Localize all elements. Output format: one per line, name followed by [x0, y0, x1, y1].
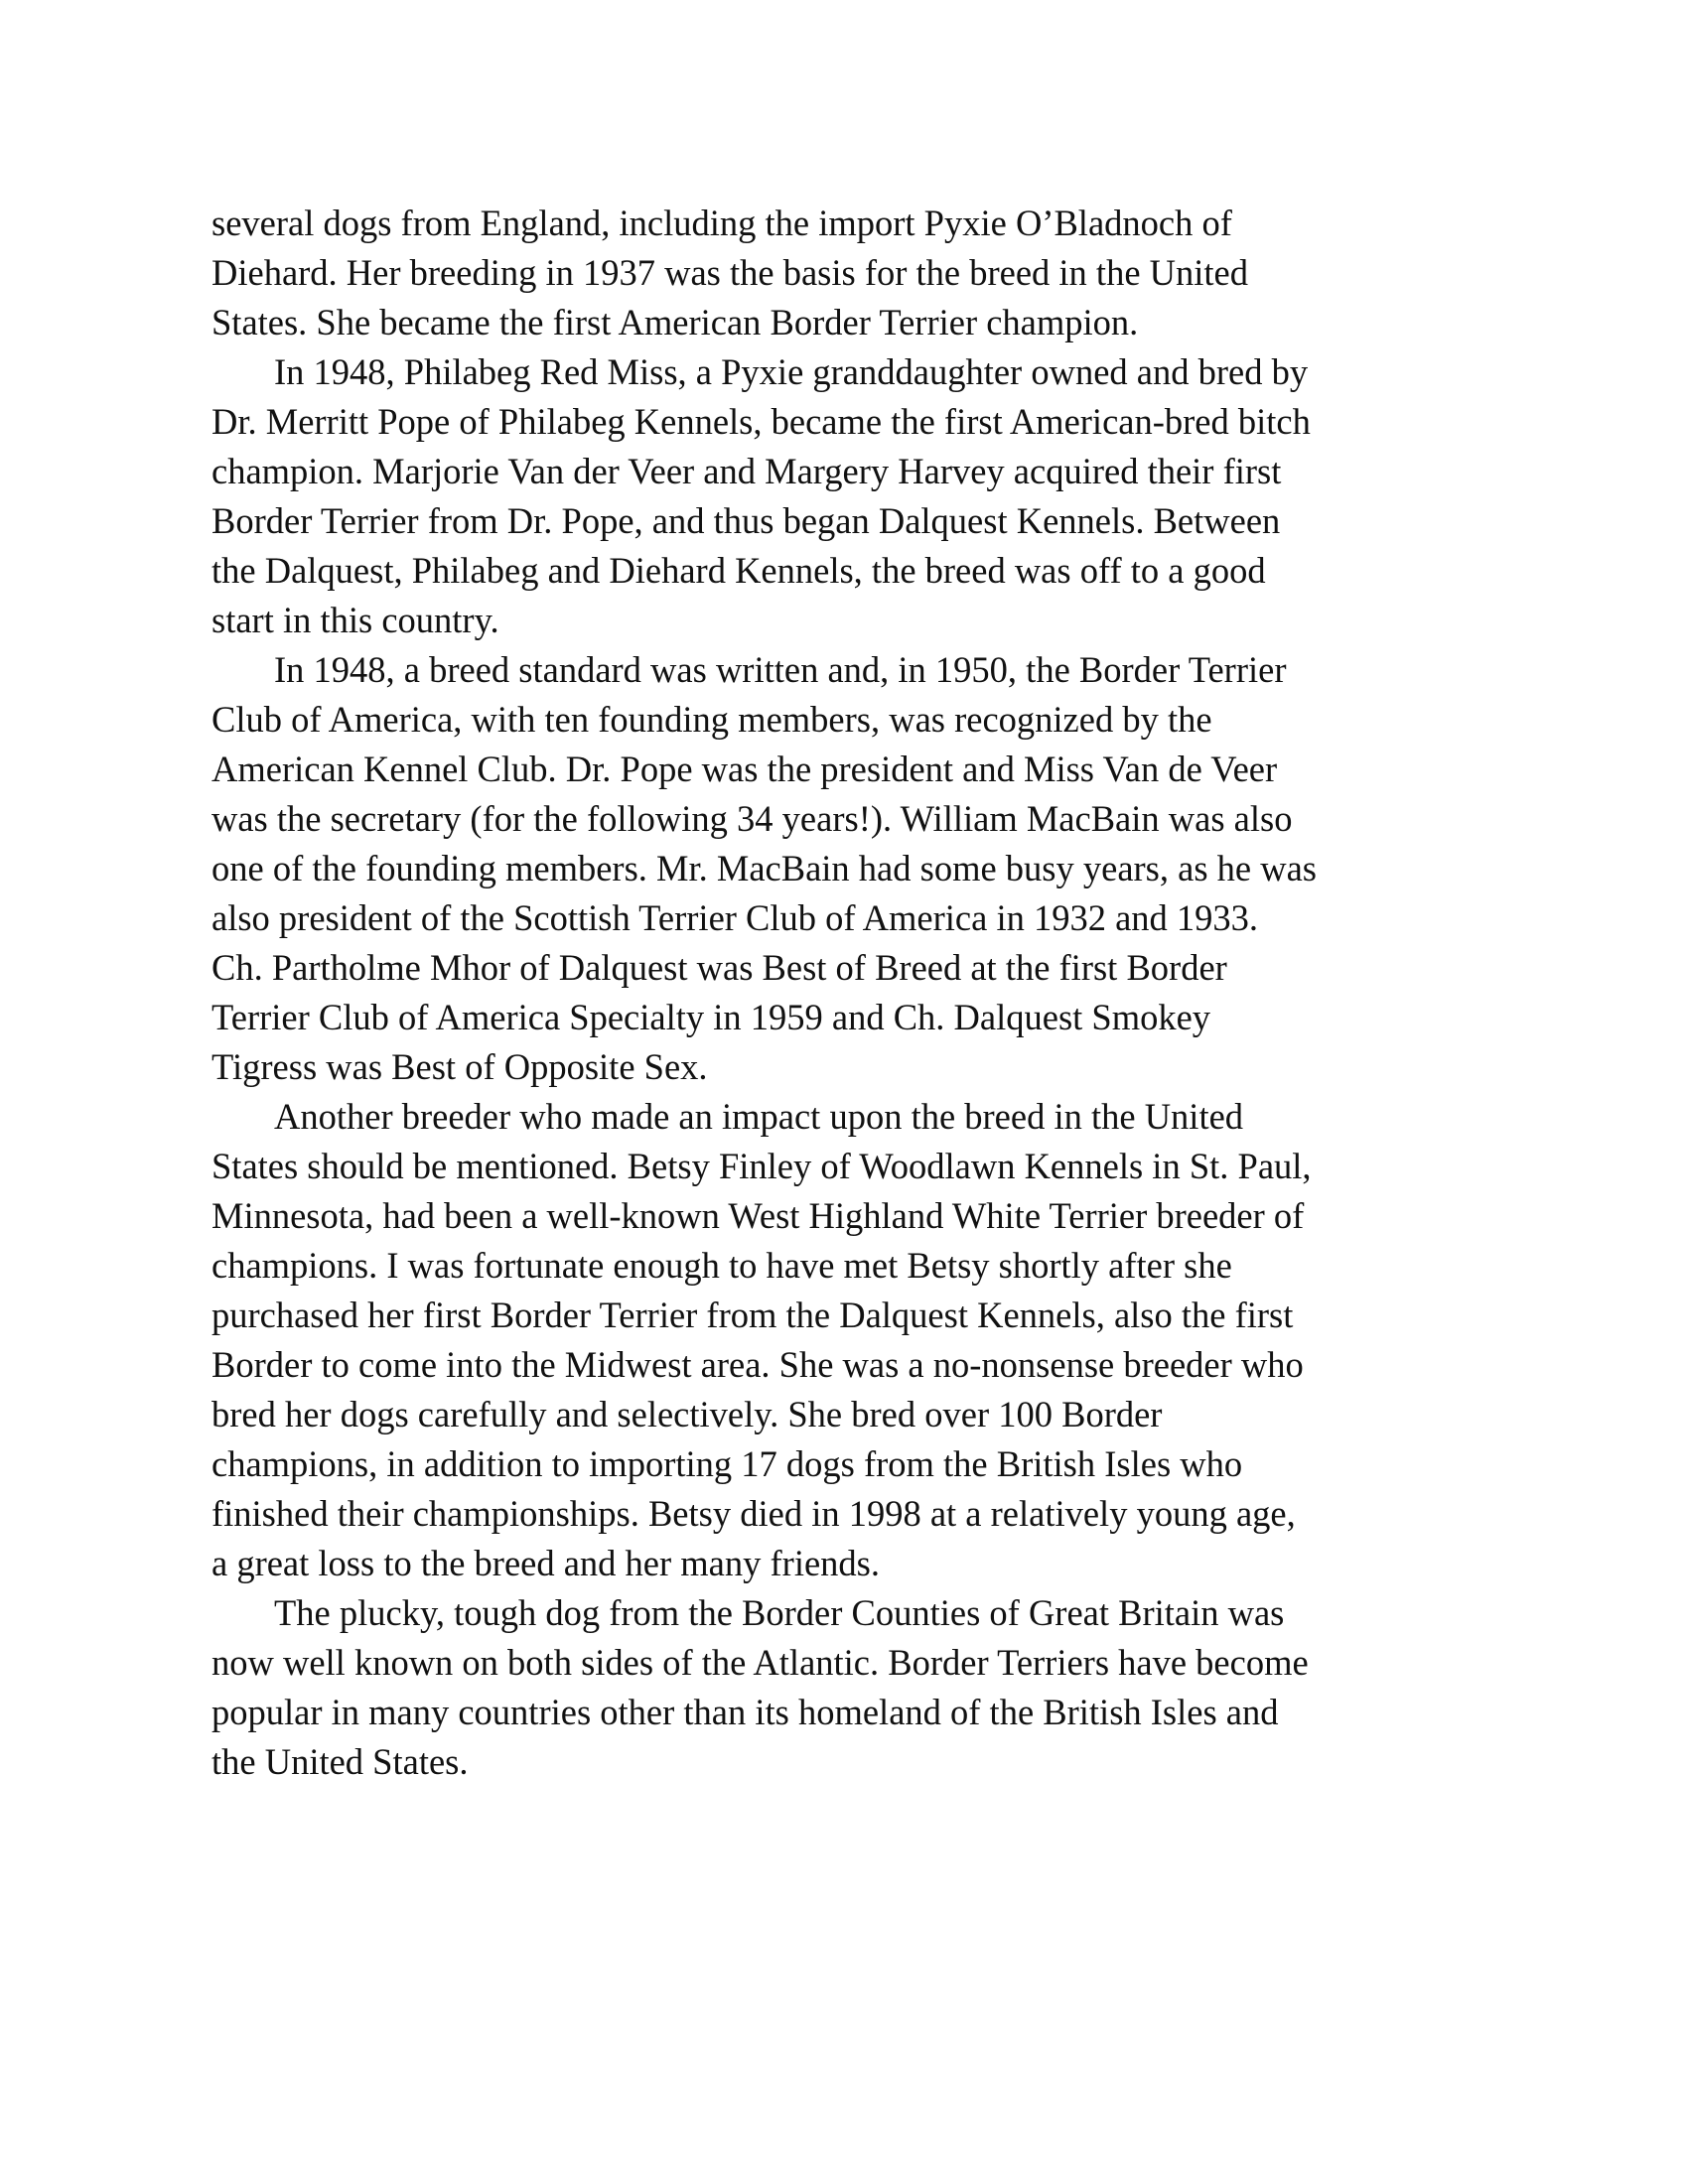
paragraph-breed-standard-club: In 1948, a breed standard was written and, in 1950, the Border Terrier Club of America, with ten founding members, was recognized by the American Kennel Club. Dr. Pope was the president and Miss Van de Veer was the secretary (for the following 34 years!). William MacBain was also one of the founding members. Mr. MacBain had some busy years, as he was also president of the Scottish Terrier Club of America in 1932 and 1933. Ch. Partholme Mhor of Dalquest was Best of Breed at the first Border Terrier Club of America Specialty in 1959 and Ch. Dalquest Smokey Tigress was Best of Opposite Sex. — [211, 649, 1318, 1087]
body-text — [211, 199, 1492, 1787]
paragraph-conclusion: The plucky, tough dog from the Border Counties of Great Britain was now well known on both sides of the Atlantic. Border Terriers have become popular in many countries other than its homeland of the British Isles and the United States. — [211, 1592, 1309, 1782]
paragraph-continuation: several dogs from England, including the import Pyxie O’Bladnoch of Diehard. Her breeding in 1937 was the basis for the breed in the United States. She became the first American Border Terrier champion. — [211, 203, 1248, 342]
paragraph-betsy-finley: Another breeder who made an impact upon the breed in the United States should be mentioned. Betsy Finley of Woodlawn Kennels in St. Paul, Minnesota, had been a well-known West Highland White Terrier breeder of champions. I was fortunate enough to have met Betsy shortly after she purchased her first Border Terrier from the Dalquest Kennels, also the first Border to come into the Midwest area. She was a no-nonsense breeder who bred her dogs carefully and selectively. She bred over 100 Border champions, in addition to importing 17 dogs from the British Isles who finished their championships. Betsy died in 1998 at a relatively young age, a great loss to the breed and her many friends. — [211, 1096, 1312, 1583]
paragraph-philabeg-dalquest: In 1948, Philabeg Red Miss, a Pyxie granddaughter owned and bred by Dr. Merritt Pope of Philabeg Kennels, became the first American-bred bitch champion. Marjorie Van der Veer and Margery Harvey acquired their first Border Terrier from Dr. Pope, and thus began Dalquest Kennels. Between the Dalquest, Philabeg and Diehard Kennels, the breed was off to a good start in this country. — [211, 351, 1311, 640]
